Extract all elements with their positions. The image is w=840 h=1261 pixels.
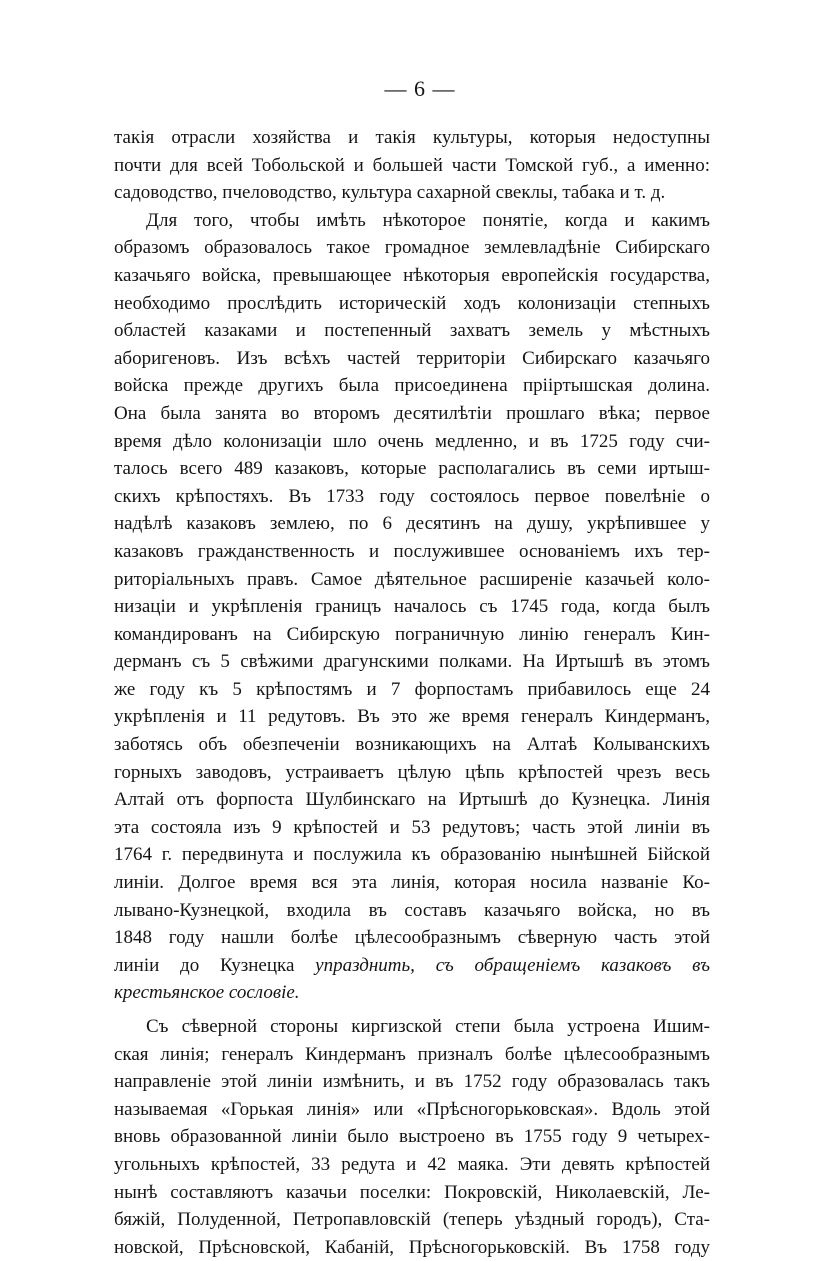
text-line: казачьяго войска, превышающее нѣкоторыя европейскія государства, — [114, 264, 710, 286]
text-line: вновь образованной линіи было выстроено въ 1755 году 9 четырех- — [114, 1126, 710, 1148]
text-line: войска прежде другихъ была присоединена прііртышская долина. — [114, 375, 710, 397]
text-line: дерманъ съ 5 свѣжими драгунскими полками. На Иртышѣ въ этомъ — [114, 651, 710, 673]
paragraph-3 — [114, 1013, 710, 1261]
text-line: направленіе этой линіи измѣнить, и въ 1752 году образовалась такъ — [114, 1071, 710, 1093]
text-line: низаціи и укрѣпленія границъ началось съ 1745 года, когда былъ — [114, 596, 710, 618]
text-line: образомъ образовалось такое громадное землевладѣніе Сибирскаго — [114, 237, 710, 259]
text-line: Алтай отъ форпоста Шулбинскаго на Иртышѣ до Кузнецка. Линія — [114, 789, 710, 811]
page-body — [114, 124, 710, 1261]
text-line: надѣлѣ казаковъ землею, по 6 десятинъ на душу, укрѣпившее у — [114, 513, 710, 535]
paragraph-1 — [114, 124, 710, 207]
text-line: аборигеновъ. Изъ всѣхъ частей территоріи Сибирскаго казачьяго — [114, 347, 710, 369]
text-line: талось всего 489 казаковъ, которые располагались въ семи иртыш- — [114, 458, 710, 480]
text-line: угольныхъ крѣпостей, 33 редута и 42 маяка. Эти девять крѣпостей — [114, 1153, 710, 1175]
text-line: называемая «Горькая линія» или «Прѣсногорьковская». Вдоль этой — [114, 1098, 710, 1120]
text-line: казаковъ гражданственность и послужившее основаніемъ ихъ тер- — [114, 540, 710, 562]
text-line: Съ сѣверной стороны киргизской степи была устроена Ишим- — [146, 1016, 710, 1037]
text-line: лывано-Кузнецкой, входила въ составъ казачьяго войска, но въ — [114, 899, 710, 921]
text-line: 1764 г. передвинута и послужила къ образованію нынѣшней Бійской — [114, 844, 710, 866]
italic-text-line: крестьянское сословіе. — [114, 982, 300, 1004]
text-line: садоводство, пчеловодство, культура сахарной свеклы, табака и т. д. — [114, 182, 666, 204]
text-line: укрѣпленія и 11 редутовъ. Въ это же время генералъ Киндерманъ, — [114, 706, 710, 728]
text-line: же году къ 5 крѣпостямъ и 7 форпостамъ прибавилось еще 24 — [114, 678, 710, 700]
text-line: время дѣло колонизаціи шло очень медленно, и въ 1725 году счи- — [114, 430, 710, 452]
paragraph-2 — [114, 207, 710, 1007]
text-line: бяжій, Полуденной, Петропавловскій (теперь уѣздный городъ), Ста- — [114, 1209, 710, 1231]
text-line: почти для всей Тобольской и большей части Томской губ., а именно: — [114, 154, 710, 176]
text-line: 1848 году нашли болѣе цѣлесообразнымъ сѣверную часть этой — [114, 927, 710, 949]
text-line: заботясь объ обезпеченіи возникающихъ на Алтаѣ Колыванскихъ — [114, 734, 710, 756]
text-line-mixed — [114, 952, 710, 980]
text-line: скихъ крѣпостяхъ. Въ 1733 году состоялось первое повелѣніе о — [114, 485, 710, 507]
text-line: командированъ на Сибирскую пограничную линію генералъ Кин- — [114, 623, 710, 645]
text-line: Для того, чтобы имѣть нѣкоторое понятіе, когда и какимъ — [146, 209, 710, 231]
text-line: риторіальныхъ правъ. Самое дѣятельное расширеніе казачьей коло- — [114, 568, 710, 590]
italic-text-run: упразднить, съ обращеніемъ казаковъ въ — [315, 954, 710, 976]
text-line: горныхъ заводовъ, устраиваетъ цѣлую цѣпь крѣпостей чрезъ весь — [114, 761, 710, 783]
text-run: линіи до Кузнецка — [114, 954, 316, 976]
text-line: ская линія; генералъ Киндерманъ призналъ болѣе цѣлесообразнымъ — [114, 1043, 710, 1065]
text-line: областей казаками и постепенный захватъ земель у мѣстныхъ — [114, 320, 710, 342]
text-line: эта состояла изъ 9 крѣпостей и 53 редутовъ; часть этой линіи въ — [114, 816, 710, 838]
text-line: Она была занята во второмъ десятилѣтіи прошлаго вѣка; первое — [114, 402, 710, 424]
text-line: необходимо прослѣдить историческій ходъ колонизаціи степныхъ — [114, 292, 710, 314]
text-line: новской, Прѣсновской, Кабаній, Прѣсногорьковскій. Въ 1758 году — [114, 1236, 710, 1258]
text-line: линіи. Долгое время вся эта линія, которая носила названіе Ко- — [114, 872, 710, 894]
page-number: — 6 — — [384, 76, 456, 101]
text-line: нынѣ составляютъ казачьи поселки: Покровскій, Николаевскій, Ле- — [114, 1181, 710, 1203]
text-line: такія отрасли хозяйства и такія культуры, которыя недоступны — [114, 127, 710, 148]
